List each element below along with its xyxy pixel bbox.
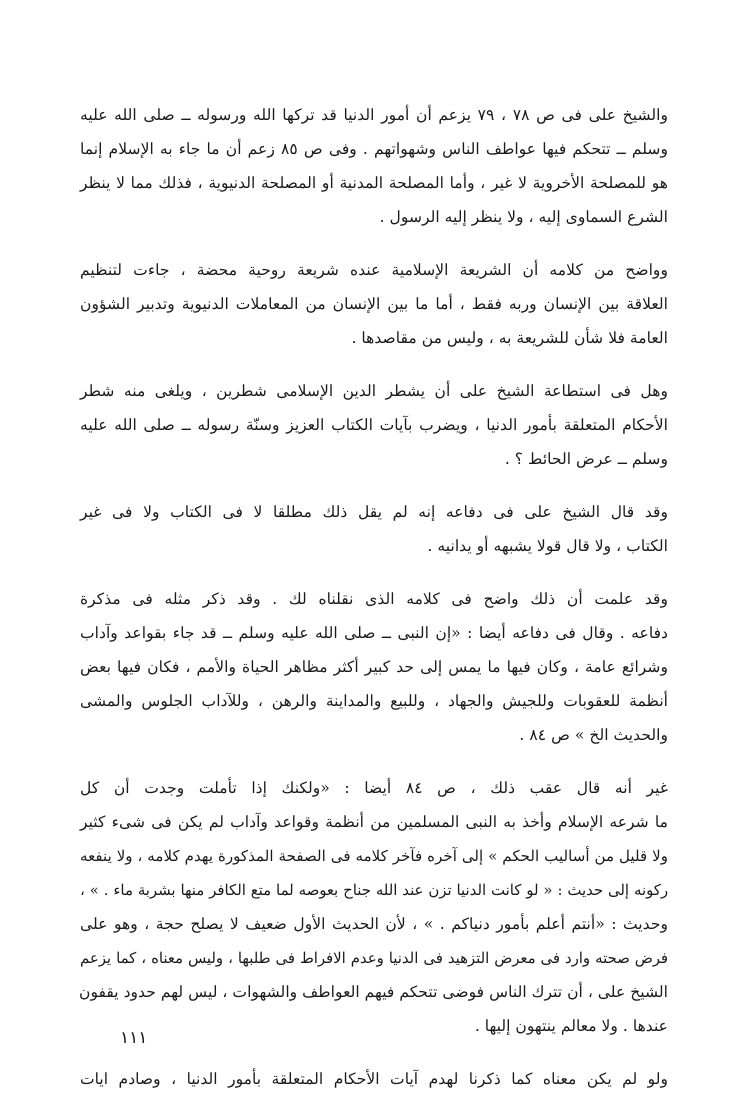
page-number: ١١١ (120, 1028, 148, 1048)
text-line: وشرائع عامة ، وكان فيها ما يمس إلى حد كبير أكثر مظاهر الحياة والأمم ، فكان فيها بعض (80, 658, 668, 676)
paragraph (80, 582, 668, 752)
paragraph (80, 253, 668, 355)
text-line: والشيخ على فى ص ٧٨ ، ٧٩ يزعم أن أمور الدنيا قد تركها الله ورسوله ــ صلى الله عليه (80, 106, 668, 124)
paragraph (80, 1062, 668, 1096)
paragraph (80, 374, 668, 476)
paragraph (80, 495, 668, 563)
text-line: الشيخ على ، أن تترك الناس فوضى تتحكم فيهم العواطف والشهوات ، ليس لهم حدود يقفون (79, 983, 668, 1001)
text-line: وقد قال الشيخ على فى دفاعه إنه لم يقل ذلك مطلقا لا فى الكتاب ولا فى غير (80, 503, 668, 521)
text-line: عندها . ولا معالم ينتهون إليها . (474, 1017, 668, 1035)
text-line: وسلم ــ عرض الحائط ؟ . (504, 450, 668, 468)
body-text (80, 98, 668, 1096)
text-line: فرض صحته وارد فى معرض التزهيد فى الدنيا وعدم الافراط فى طلبها ، وليس معناه ، كما يزعم (80, 949, 668, 967)
text-line: ما شرعه الإسلام وأخذ به النبى المسلمين من أنظمة وقواعد وآداب لم يكن فى شىء كثير (80, 813, 668, 831)
text-line: العلاقة بين الإنسان وربه فقط ، أما ما بين الإنسان من المعاملات الدنيوية وتدبير الشؤون (80, 295, 668, 313)
text-line: وسلم ــ تتحكم فيها عواطف الناس وشهواتهم . وفى ص ٨٥ زعم أن ما جاء به الإسلام إنما (80, 140, 668, 158)
text-line: وواضح من كلامه أن الشريعة الإسلامية عنده شريعة روحية محضة ، جاءت لتنظيم (80, 261, 668, 279)
paragraph (80, 98, 668, 234)
text-line: هو للمصلحة الأخروية لا غير ، وأما المصلحة المدنية أو المصلحة الدنيوية ، فذلك مما لا ينظر (80, 174, 668, 192)
text-line: وحديث : «أنتم أعلم بأمور دنياكم . » ، لأن الحديث الأول ضعيف لا يصلح حجة ، وهو على (80, 915, 668, 933)
text-line: وهل فى استطاعة الشيخ على أن يشطر الدين الإسلامى شطرين ، ويلغى منه شطر (80, 382, 668, 400)
text-line: ولو لم يكن معناه كما ذكرنا لهدم آيات الأحكام المتعلقة بأمور الدنيا ، وصادم ايات (80, 1070, 668, 1088)
text-line: ولا قليل من أساليب الحكم » إلى آخره فآخر كلامه فى الصفحة المذكورة يهدم كلامه ، ولا ينفعه (80, 847, 668, 865)
text-line: والحديث الخ » ص ٨٤ . (519, 726, 668, 744)
text-line: غير أنه قال عقب ذلك ، ص ٨٤ أيضا : «ولكنك إذا تأملت وجدت أن كل (80, 779, 668, 797)
paragraph (80, 771, 668, 1043)
text-line: الكتاب ، ولا قال قولا يشبهه أو يدانيه . (427, 537, 668, 555)
text-line: العامة فلا شأن للشريعة به ، وليس من مقاصدها . (351, 329, 668, 347)
text-line: وقد علمت أن ذلك واضح فى كلامه الذى نقلناه لك . وقد ذكر مثله فى مذكرة (80, 590, 668, 608)
text-line: أنظمة للعقوبات وللجيش والجهاد ، وللبيع والمداينة والرهن ، وللآداب الجلوس والمشى (80, 692, 668, 710)
text-line: الأحكام المتعلقة بأمور الدنيا ، ويضرب بآيات الكتاب العزيز وسنّة رسوله ــ صلى الله عليه (80, 416, 668, 434)
text-line: ركونه إلى حديث : « لو كانت الدنيا تزن عند الله جناح بعوصه لما متع الكافر منها بشربة ماء . » ، (80, 881, 668, 899)
text-line: دفاعه . وقال فى دفاعه أيضا : «إن النبى ــ صلى الله عليه وسلم ــ قد جاء بقواعد وآداب (80, 624, 668, 642)
text-line: الشرع السماوى إليه ، ولا ينظر إليه الرسول . (379, 208, 668, 226)
